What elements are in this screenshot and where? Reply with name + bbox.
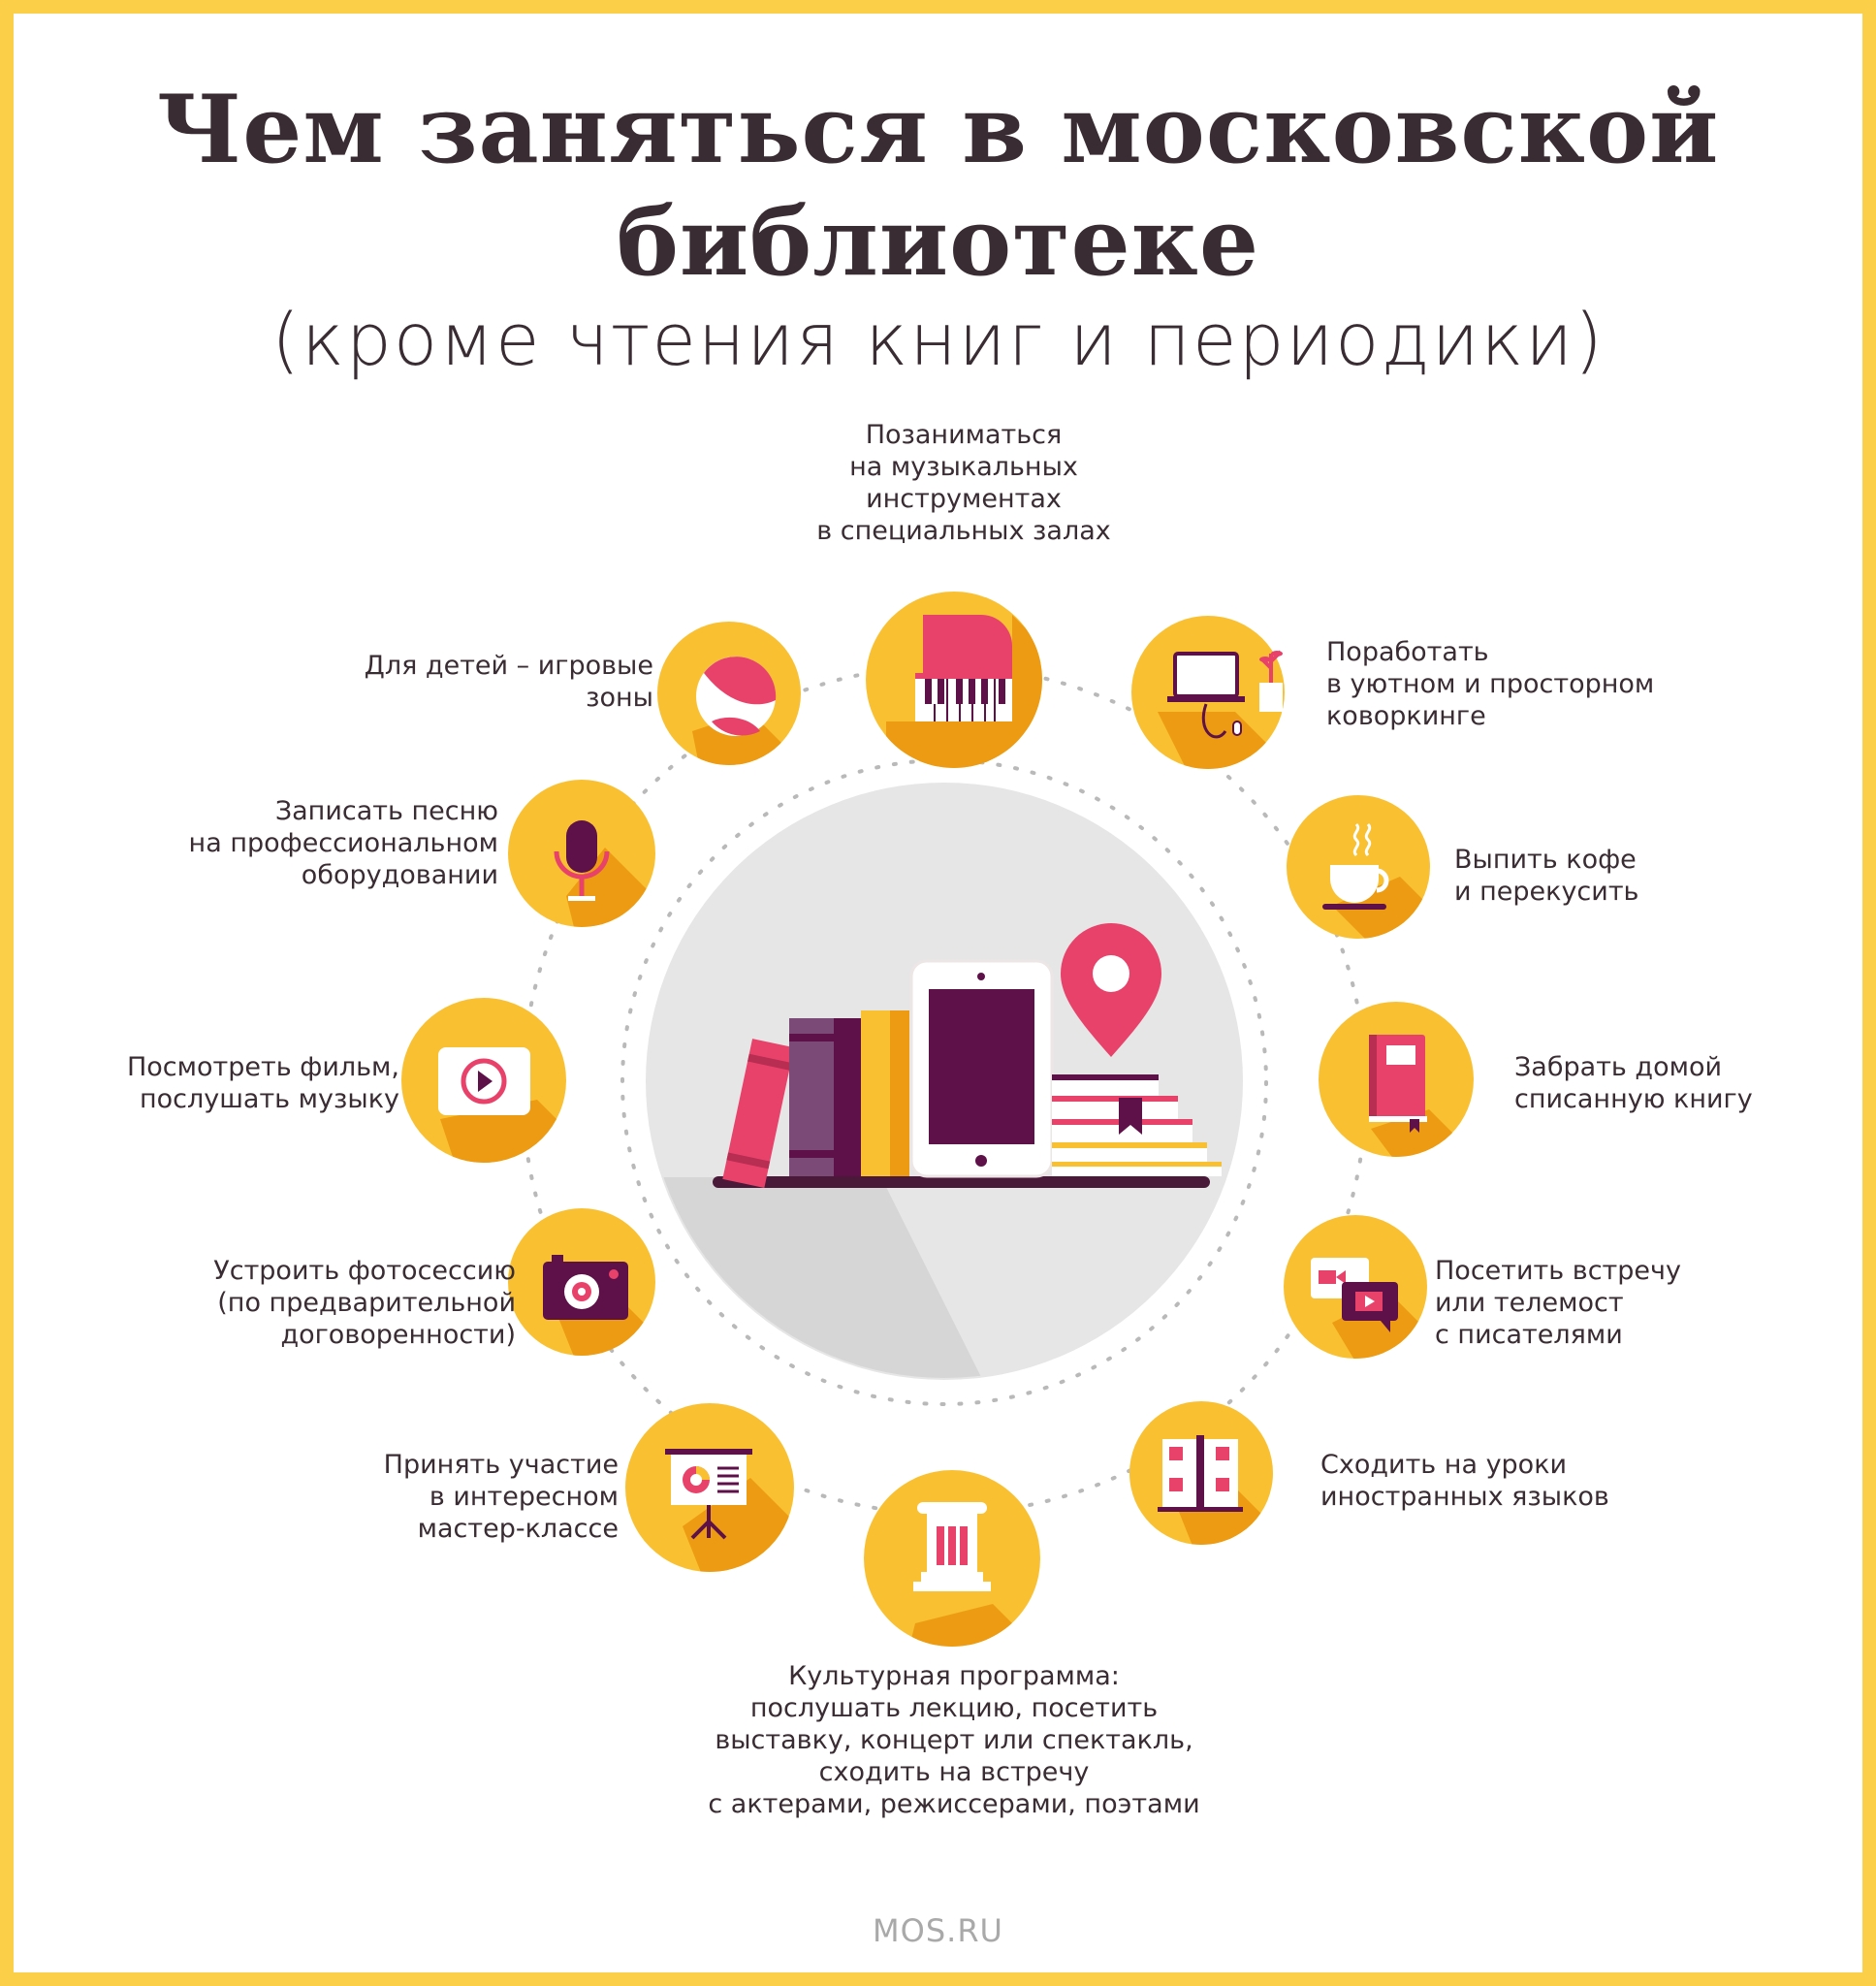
label-culture: Культурная программа: послушать лекцию, посетить выставку, концерт или спектакль, сходить на встречу с актерами, режиссерами, поэтами (708, 1661, 1200, 1819)
camera-icon (508, 1208, 663, 1361)
label-writers: Посетить встречу или телемост с писателями (1435, 1256, 1681, 1350)
video-chat-icon (1284, 1215, 1439, 1371)
label-masterclass: Принять участие в интересном мастер-классе (383, 1450, 619, 1544)
column-icon (864, 1470, 1051, 1662)
label-languages: Сходить на уроки иностранных языков (1320, 1450, 1609, 1512)
source-credit: MOS.RU (873, 1912, 1003, 1949)
page-subtitle: (кроме чтения книг и периодики) (271, 299, 1605, 382)
label-kids: Для детей – игровые зоны (364, 651, 653, 713)
label-photo: Устроить фотосессию (по предварительной договоренности) (213, 1256, 516, 1350)
label-coworking: Поработать в уютном и просторном коворкинге (1326, 637, 1655, 731)
presentation-board-icon (625, 1403, 809, 1575)
coffee-cup-icon (1287, 795, 1439, 945)
laptop-icon (1131, 616, 1293, 789)
label-coffee: Выпить кофе и перекусить (1454, 845, 1639, 907)
language-book-icon (1129, 1401, 1274, 1555)
label-film: Посмотреть фильм, послушать музыку (126, 1052, 399, 1114)
microphone-icon (508, 780, 655, 935)
label-song: Записать песню на профессиональном оборудовании (188, 796, 498, 890)
ball-icon (657, 622, 809, 780)
label-music: Позаниматься на музыкальных инструментах в специальных залах (816, 420, 1111, 546)
label-book: Забрать домой списанную книгу (1514, 1052, 1753, 1114)
video-play-icon (401, 998, 595, 1177)
book-icon (1319, 1002, 1487, 1168)
piano-icon (866, 592, 1080, 789)
page-title: Чем заняться в московской библиотеке (156, 75, 1720, 297)
infographic (14, 14, 1862, 1972)
